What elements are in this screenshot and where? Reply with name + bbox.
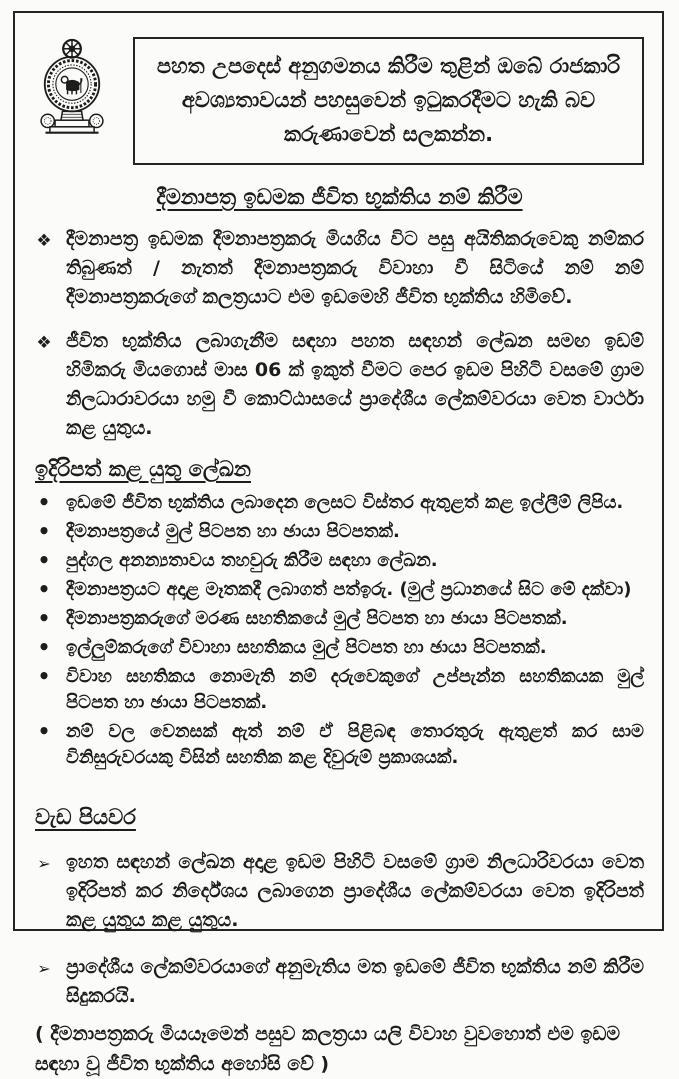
dharma-chakra-icon xyxy=(63,40,81,58)
step-item-text: ප්‍රාදේශීය ලේකම්වරයාගේ අනුමැතිය මත ඉඩමේ ජීවිත භුක්තිය නම් කිරීම සිදුකරයි. xyxy=(66,956,644,1007)
document-item-text: පුද්ගල අනන්‍යතාවය තහවුරු කිරීම සඳහා ලේඛන. xyxy=(66,550,438,571)
notice-box xyxy=(133,37,644,165)
document-list-item xyxy=(35,606,644,632)
document-list-item xyxy=(35,719,644,771)
document-list-item xyxy=(35,664,644,716)
documents-heading: ඉදිරිපත් කළ යුතු ලේඛන xyxy=(35,457,251,481)
page-border xyxy=(13,11,664,1075)
round-bullet-icon: • xyxy=(37,635,51,659)
steps-heading: වැඩ පියවර xyxy=(35,805,136,829)
footnote: ( දීමනාපත්‍රකරු මියයෑමෙන් පසුව කලත්‍රයා යලි විවාහ වුවහොත් එම ඉඩම සඳහා වූ ජීවිත භුක්තිය අහෝසි වේ ) xyxy=(35,1023,621,1075)
round-bullet-icon: • xyxy=(37,606,51,630)
document-item-text: දීමනාපත්‍රයට අදාළ මෑතකදී ලබාගත් පත්ඉරු. (මුල් ප්‍රධානයේ සිට මේ දක්වා) xyxy=(66,579,632,600)
sri-lanka-emblem-icon xyxy=(35,37,109,143)
steps-list xyxy=(35,848,644,1011)
document-list-item xyxy=(35,548,644,574)
round-bullet-icon: • xyxy=(37,519,51,543)
document-list-item xyxy=(35,490,644,516)
arrow-bullet-icon: ➢ xyxy=(37,959,51,978)
intro-item xyxy=(35,327,644,443)
round-bullet-icon: • xyxy=(37,719,51,743)
sun-icon-inner xyxy=(44,118,51,125)
intro-item xyxy=(35,225,644,312)
document-item-text: ඉඩමේ ජීවිත භුක්තිය ලබාදෙන ලෙසට විස්තර ඇතුළත් කළ ඉල්ලීම් ලිපිය. xyxy=(66,492,624,513)
intro-item-text: දීමනාපත්‍ර ඉඩමක දීමනාපත්‍රකරු මියගිය විට පසු අයිතිකරුවෙකු නම්කර තිබුණත් / නැතත් දීමනාපත්‍රකරු විවාහා වී සිටියේ නම් නම් දීමනාපත්‍රකරුගේ කලත්‍රයාට එම ඉඩමෙහි ජීවිත භුක්තිය හිමිවේ. xyxy=(66,228,644,308)
document-item-text: නම් වල වෙනසක් ඇත් නම් ඒ පිළිබඳ තොරතුරු ඇතුළත් කර සාම විනිසුරුවරයකු විසින් සහතික කළ දිවුරුම් ප්‍රකාශයක්. xyxy=(66,721,644,768)
notice-line: අවශ්‍යතාවයන් පහසුවෙන් ඉටුකරදීමට හැකි බව xyxy=(181,88,596,112)
documents-list xyxy=(35,490,644,771)
document-item-text: දීමනාපත්‍රකරුගේ මරණ සහතිකයේ මුල් පිටපත හා ඡායා පිටපතක්. xyxy=(66,608,568,629)
moon-icon xyxy=(90,114,103,127)
sun-icon xyxy=(41,114,54,127)
moon-icon-inner xyxy=(93,118,100,125)
document-list-item xyxy=(35,635,644,661)
diamond-bullet-icon: ❖ xyxy=(36,231,52,251)
intro-section xyxy=(35,225,644,443)
step-item xyxy=(35,848,644,935)
notice-line: පහත උපදෙස් අනුගමනය කිරීම තුළින් ඔබේ රාජකාරි xyxy=(156,54,621,78)
arrow-bullet-icon: ➢ xyxy=(37,854,51,873)
round-bullet-icon: • xyxy=(37,548,51,572)
intro-item-text: ජීවිත භුක්තිය ලබාගැනීම සඳහා පහත සඳහන් ලේඛන සමඟ ඉඩම් හිමිකරු මියගොස් මාස 06 ක් ඉකුත් වීමට පෙර ඉඩම පිහිටි වසමේ ග්‍රාම නිලධාරාවරයා හමු වී කොට්ඨාසයේ ප්‍රාදේශීය ලේකම්වරයා වෙත වාර්ථා කළ යුතුය. xyxy=(66,330,644,439)
page-title: දීමනාපත්‍ර ඉඩමක ජීවිත භුක්තිය නම් කිරීම xyxy=(156,185,523,209)
document-item-text: දීමනාපත්‍රයේ මුල් පිටපත හා ඡායා පිටපතක්. xyxy=(66,521,400,542)
document-list-item xyxy=(35,519,644,545)
step-item-text: ඉහත සඳහන් ලේඛන අදාළ ඉඩම පිහිටි වසමේ ග්‍රාම නිලධාරිවරයා වෙත ඉදිරිපත් කර නිර්දේශය ලබාගෙන ප්‍රාදේශීය ලේකම්වරයා වෙත ඉදිරිපත් කළ යුතුය කළ යුතුය. xyxy=(66,851,644,931)
header xyxy=(35,37,644,165)
pedestal xyxy=(46,111,99,132)
diamond-bullet-icon: ❖ xyxy=(36,333,52,353)
document-list-item xyxy=(35,577,644,603)
step-item xyxy=(35,953,644,1011)
document-item-text: ඉල්ලුම්කරුගේ විවාහා සහතිකය මුල් පිටපත හා ඡායා පිටපතක්. xyxy=(66,637,547,658)
notice-line: කරුණාවෙන් සලකන්න. xyxy=(283,122,494,146)
document-item-text: විවාහ සහතිකය නොමැති නම් දරුවෙකුගේ උප්පැන්න සහතිකයක මුල් පිටපත හා ඡායා පිටපතක්. xyxy=(66,666,644,713)
round-bullet-icon: • xyxy=(37,577,51,601)
round-bullet-icon: • xyxy=(37,490,51,514)
lion-icon xyxy=(61,76,81,94)
round-bullet-icon: • xyxy=(37,664,51,688)
